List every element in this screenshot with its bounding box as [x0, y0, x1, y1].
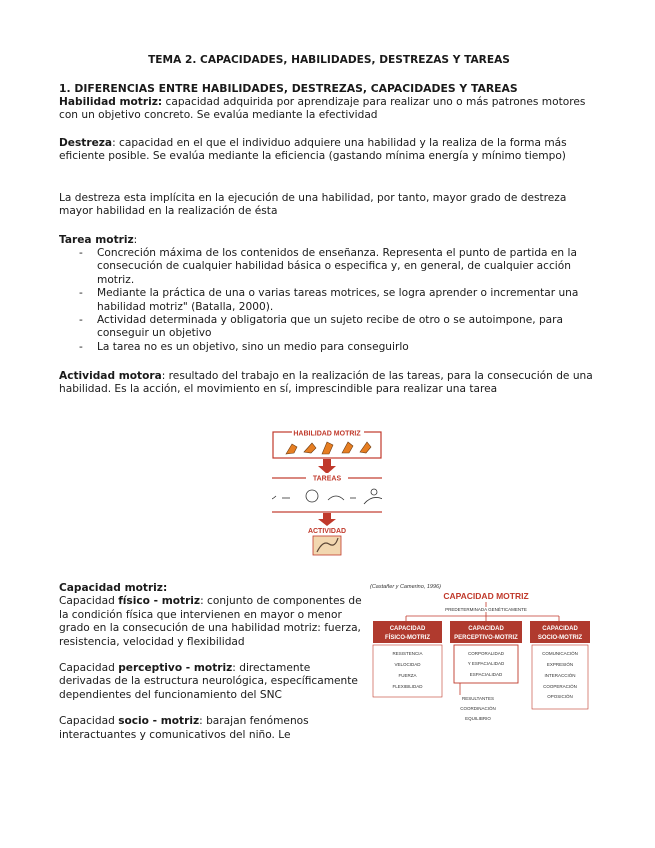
- actividad-photo: [313, 536, 341, 555]
- figure-citation: (Castañer y Camerino, 1996): [370, 584, 441, 590]
- item: VELOCIDAD: [394, 662, 421, 667]
- capacidad-prefix: Capacidad: [59, 715, 119, 728]
- tarea-list: [79, 247, 599, 354]
- item: COMUNICACIÓN: [542, 651, 578, 656]
- document-title: TEMA 2. CAPACIDADES, HABILIDADES, DESTREZAS Y TAREAS: [148, 54, 510, 66]
- capacidad-heading: Capacidad motriz:: [59, 582, 168, 594]
- arrow-down-icon: [318, 466, 336, 474]
- destreza-text: : capacidad en el que el individuo adquiere una habilidad y la realiza de la forma más eficiente posible. Se evalúa mediante la eficiencia (gastando mínima energía y mínimo tiempo): [59, 137, 567, 163]
- diagram-title: CAPACIDAD MOTRIZ: [443, 591, 529, 601]
- capacidad-fisico-text: : conjunto de componentes de la condición física que intervienen en mayor o menor grado en la consecución de una habilidad motriz: fuerza, resistencia, velocidad y flexibilidad: [59, 595, 362, 648]
- actividad-term: Actividad motora: [59, 370, 162, 382]
- actividad-label: ACTIVIDAD: [307, 528, 347, 535]
- box-subtitle: SOCIO-MOTRIZ: [537, 635, 583, 641]
- capacidad-socio-text: : barajan fenómenos interactuantes y comunicativos del niño. Le: [59, 715, 309, 741]
- capacidad-fisico-paragraph: [59, 595, 364, 649]
- capacidad-motriz-diagram: [370, 583, 592, 733]
- tareas-box: [272, 475, 382, 512]
- capacidad-prefix: Capacidad: [59, 662, 119, 675]
- habilidad-tareas-actividad-figure: [272, 428, 382, 556]
- capacidad-socio-term: socio - motriz: [118, 715, 200, 728]
- tarea-colon: :: [133, 234, 138, 246]
- habilidad-paragraph: [59, 96, 599, 123]
- exercises-illustration: [272, 489, 382, 504]
- capacidad-socio-paragraph: [59, 715, 364, 742]
- item: INTERACCIÓN: [544, 673, 576, 678]
- habilidad-label: HABILIDAD MOTRIZ: [293, 430, 361, 438]
- item: EXPRESIÓN: [546, 662, 574, 667]
- diagram-subtitle: PREDETERMINADA GENÉTICAMENTE: [445, 607, 527, 612]
- capacidad-fisico-term: físico - motriz: [118, 595, 201, 608]
- habilidad-term: Habilidad motriz:: [59, 96, 163, 108]
- habilidad-text: capacidad adquirida por aprendizaje para realizar uno o más patrones motores con un objetivo concreto. Se evalúa mediante la efectividad: [59, 96, 586, 122]
- item: RESISTENCIA: [392, 651, 423, 656]
- item: COORDINACIÓN: [460, 706, 496, 711]
- arrow-shaft: [323, 513, 331, 520]
- destreza-paragraph: [59, 137, 599, 164]
- box-subtitle: FÍSICO-MOTRIZ: [385, 635, 430, 641]
- list-item: - La tarea no es un objetivo, sino un medio para conseguirlo: [79, 341, 599, 354]
- item: CORPORALIDAD: [467, 651, 505, 656]
- tarea-term: Tarea motriz: [59, 234, 134, 246]
- item: RESULTANTES: [461, 696, 495, 701]
- capacidad-perceptivo-term: perceptivo - motriz: [118, 662, 233, 675]
- box-subtitle: PERCEPTIVO-MOTRIZ: [454, 635, 518, 641]
- item: ESPACIALIDAD: [469, 672, 503, 677]
- item: EQUILIBRIO: [465, 716, 491, 721]
- box-title: CAPACIDAD: [542, 626, 578, 632]
- athletes-illustration: [286, 442, 371, 454]
- tareas-label: TAREAS: [312, 475, 342, 483]
- box-title: CAPACIDAD: [468, 626, 504, 632]
- list-item: - Mediante la práctica de una o varias tareas motrices, se logra aprender o incrementar una habilidad motriz" (Batalla, 2000).: [79, 287, 599, 314]
- list-item: - Actividad determinada y obligatoria que un sujeto recibe de otro o se autoimpone, para conseguir un objetivo: [79, 314, 599, 341]
- item: COOPERACIÓN: [543, 684, 577, 689]
- capacidad-perceptivo-text: : directamente derivadas de la estructura neurológica, específicamente dependientes del funcionamiento del SNC: [59, 662, 358, 701]
- item: OPOSICIÓN: [547, 694, 573, 699]
- item: Y ESPACIALIDAD: [467, 661, 505, 666]
- item: FUERZA: [398, 673, 417, 678]
- capacidad-perceptivo-paragraph: [59, 662, 364, 702]
- tarea-heading: [59, 234, 599, 247]
- destreza-note: La destreza esta implícita en la ejecución de una habilidad, por tanto, mayor grado de destreza mayor habilidad en la realización de ésta: [59, 192, 567, 218]
- capacidad-prefix: Capacidad: [59, 595, 119, 608]
- arrow-down-icon: [318, 519, 336, 526]
- actividad-text: : resultado del trabajo en la realización de las tareas, para la consecución de una habilidad. Es la acción, el movimiento en sí, imprescindible para realizar una tarea: [59, 370, 593, 396]
- section-heading: 1. DIFERENCIAS ENTRE HABILIDADES, DESTREZAS, CAPACIDADES Y TAREAS: [59, 82, 518, 95]
- destreza-term: Destreza: [59, 137, 113, 149]
- arrow-shaft: [323, 459, 331, 467]
- actividad-paragraph: [59, 370, 599, 397]
- list-item: - Concreción máxima de los contenidos de enseñanza. Representa el punto de partida en la consecución de cualquier habilidad básica o especifica y, en general, de cualquier acción motriz.: [79, 247, 599, 287]
- capacidad-column: [59, 582, 364, 742]
- box-title: CAPACIDAD: [389, 626, 426, 632]
- item: FLEXIBILIDAD: [392, 684, 423, 689]
